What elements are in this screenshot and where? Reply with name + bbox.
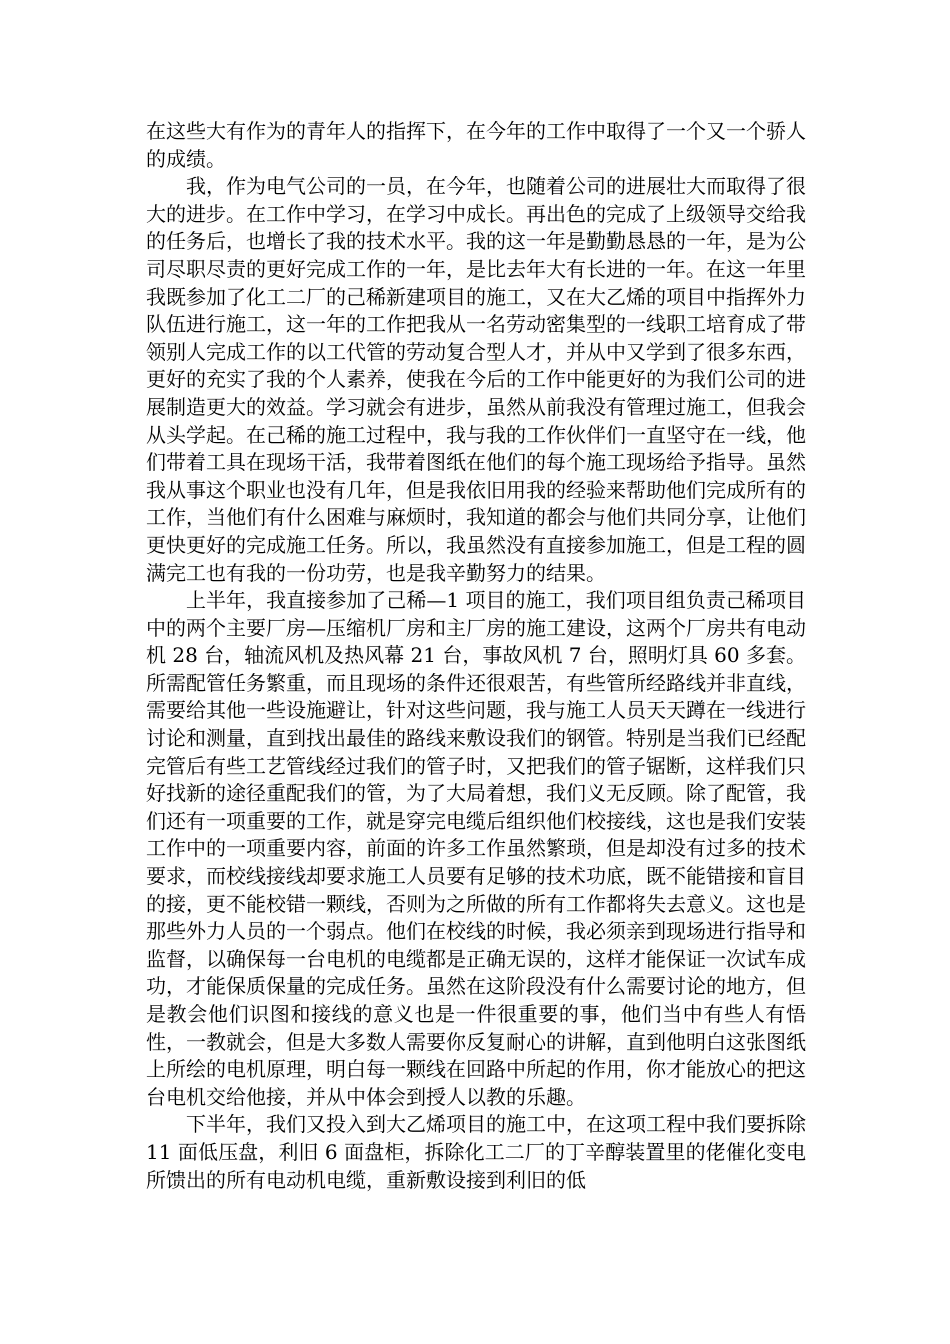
paragraph-3: 上半年，我直接参加了己稀—1 项目的施工，我们项目组负责己稀项目中的两个主要厂房—压缩机厂房和主厂房的施工建设，这两个厂房共有电动机 28 台，轴流风机及热风幕 21 台，事故风机 7 台，照明灯具 60 多套。所需配管任务繁重，而且现场的条件还很艰苦，有些管所经路线并非直线，需要给其他一些设施避让，针对这些问题，我与施工人员天天蹲在一线进行讨论和测量，直到找出最佳的路线来敷设我们的钢管。特别是当我们已经配完管后有些工艺管线经过我们的管子时，又把我们的管子锯断，这样我们只好找新的途径重配我们的管，为了大局着想，我们义无反顾。除了配管，我们还有一项重要的工作，就是穿完电缆后组织他们校接线，这也是我们安装工作中的一项重要内容，前面的许多工作虽然繁琐，但是却没有过多的技术要求，而校线接线却要求施工人员要有足够的技术功底，既不能错接和盲目的接，更不能校错一颗线，否则为之所做的所有工作都将失去意义。这也是那些外力人员的一个弱点。他们在校线的时候，我必须亲到现场进行指导和监督，以确保每一台电机的电缆都是正确无误的，这样才能保证一次试车成功，才能保质保量的完成任务。虽然在这阶段没有什么需要讨论的地方，但是教会他们识图和接线的意义也是一件很重要的事，他们当中有些人有悟性，一教就会，但是大多数人需要你反复耐心的讲解，直到他明白这张图纸上所绘的电机原理，明白每一颗线在回路中所起的作用，你才能放心的把这台电机交给他接，并从中体会到授人以教的乐趣。 bbox=[146, 588, 806, 1109]
paragraph-1: 在这些大有作为的青年人的指挥下，在今年的工作中取得了一个又一个骄人的成绩。 bbox=[146, 119, 806, 171]
paragraph-2: 我，作为电气公司的一员，在今年，也随着公司的进展壮大而取得了很大的进步。在工作中学习，在学习中成长。再出色的完成了上级领导交给我的任务后，也增长了我的技术水平。我的这一年是勤勤恳恳的一年，是为公司尽职尽责的更好完成工作的一年，是比去年大有长进的一年。在这一年里我既参加了化工二厂的己稀新建项目的施工，又在大乙烯的项目中指挥外力队伍进行施工，这一年的工作把我从一名劳动密集型的一线职工培育成了带领别人完成工作的以工代管的劳动复合型人才，并从中又学到了很多东西，更好的充实了我的个人素养，使我在今后的工作中能更好的为我们公司的进展制造更大的效益。学习就会有进步，虽然从前我没有管理过施工，但我会从头学起。在己稀的施工过程中，我与我的工作伙伴们一直坚守在一线，他们带着工具在现场干活，我带着图纸在他们的每个施工现场给予指导。虽然我从事这个职业也没有几年，但是我依旧用我的经验来帮助他们完成所有的工作，当他们有什么困难与麻烦时，我知道的都会与他们共同分享，让他们更快更好的完成施工任务。所以，我虽然没有直接参加施工，但是工程的圆满完工也有我的一份功劳，也是我辛勤努力的结果。 bbox=[146, 174, 806, 585]
document-body bbox=[146, 118, 806, 1194]
paragraph-4: 下半年，我们又投入到大乙烯项目的施工中，在这项工程中我们要拆除 11 面低压盘，利旧 6 面盘柜，拆除化工二厂的丁辛醇装置里的佬催化变电所馈出的所有电动机电缆，重新敷设接到利旧的低 bbox=[146, 1112, 806, 1192]
